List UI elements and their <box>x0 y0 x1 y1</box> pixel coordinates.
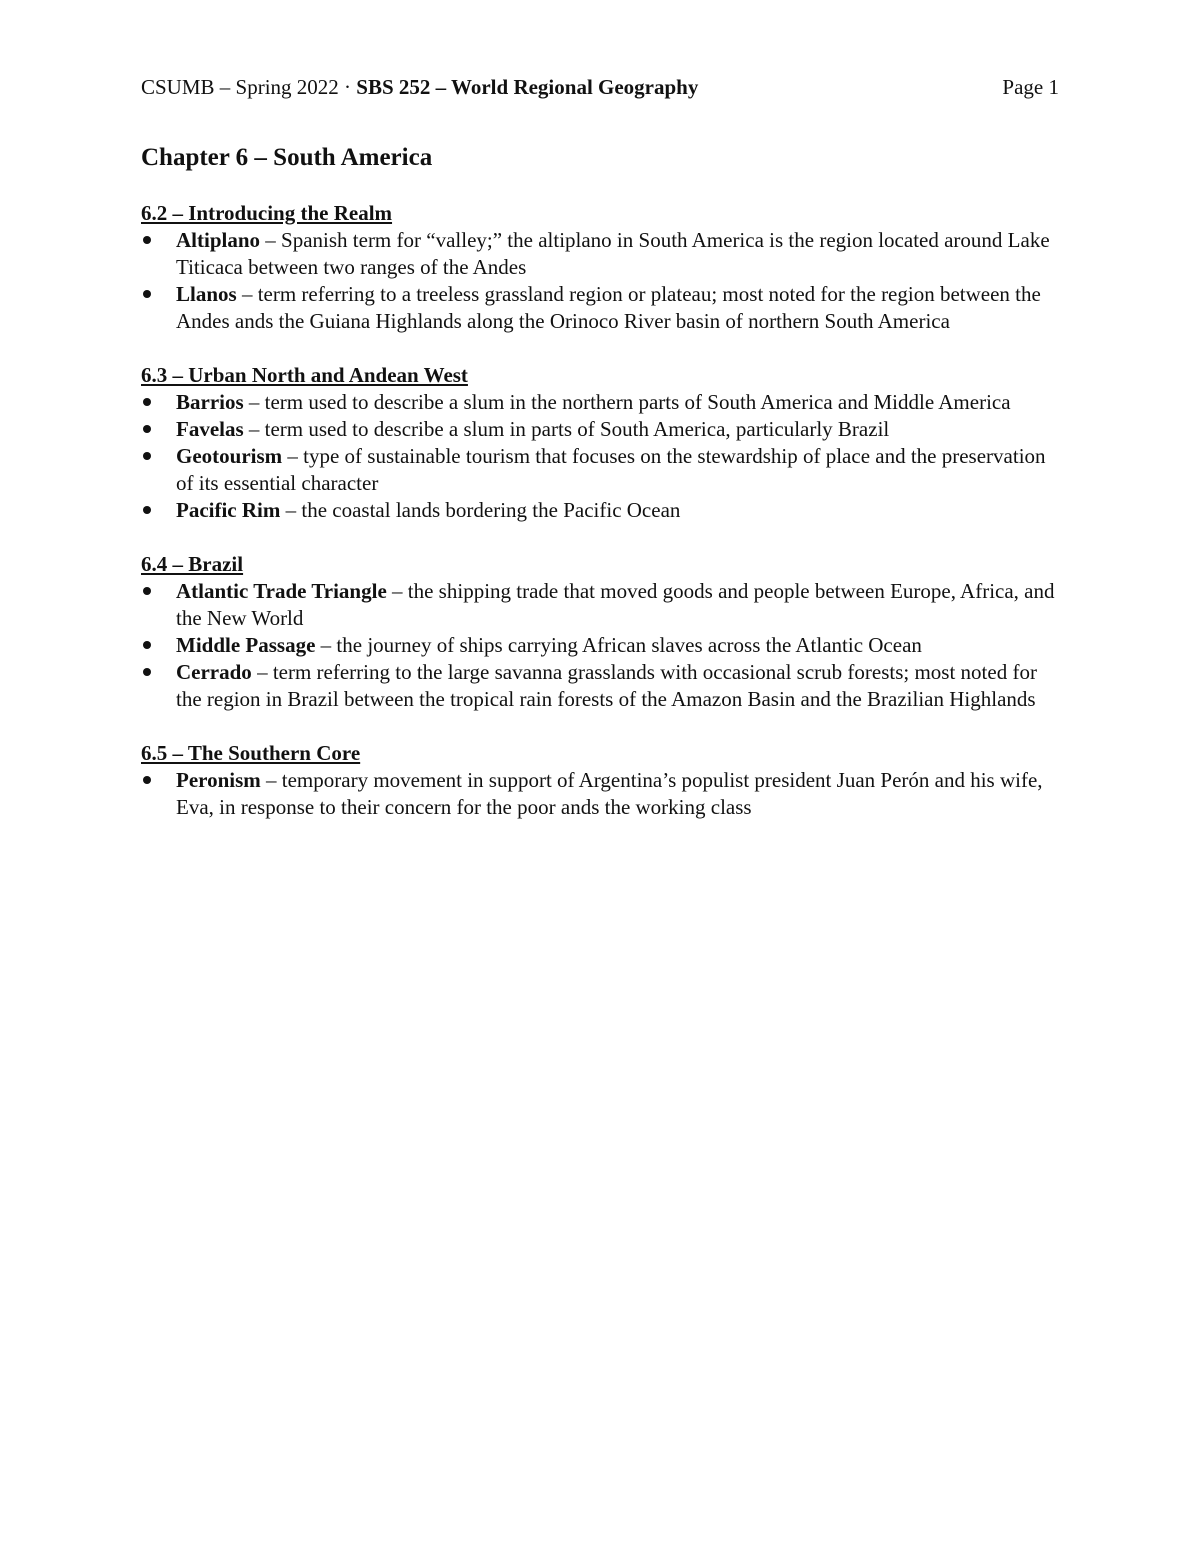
term-name: Altiplano <box>176 228 261 252</box>
term-name: Peronism <box>176 768 261 792</box>
bullet-icon <box>143 398 151 406</box>
section-heading: 6.4 – Brazil <box>141 552 244 576</box>
term-definition: – term used to describe a slum in parts of South America, particularly Brazil <box>243 417 890 441</box>
list-item <box>141 389 1061 416</box>
term-list <box>141 578 1061 713</box>
list-item <box>141 416 1061 443</box>
term-definition: – the coastal lands bordering the Pacific Ocean <box>280 498 681 522</box>
course-info <box>141 72 698 102</box>
list-item <box>141 659 1061 713</box>
bullet-icon <box>143 425 151 433</box>
bullet-icon <box>143 776 151 784</box>
bullet-icon <box>143 668 151 676</box>
term-definition: – term used to describe a slum in the northern parts of South America and Middle America <box>243 390 1011 414</box>
term-definition: – term referring to the large savanna grasslands with occasional scrub forests; most noted for the region in Brazil between the tropical rain forests of the Amazon Basin and the Brazilian Highlands <box>176 660 1037 711</box>
term-definition: – the journey of ships carrying African slaves across the Atlantic Ocean <box>315 633 922 657</box>
term-name: Llanos <box>176 282 237 306</box>
bullet-icon <box>143 236 151 244</box>
term-name: Geotourism <box>176 444 283 468</box>
term-definition: – the shipping trade that moved goods and people between Europe, Africa, and the New World <box>176 579 1055 630</box>
term-name: Atlantic Trade Triangle <box>176 579 387 603</box>
chapter-title: Chapter 6 – South America <box>141 144 433 171</box>
document-body <box>141 142 1061 848</box>
list-item <box>141 767 1061 821</box>
list-item <box>141 443 1061 497</box>
term-list <box>141 767 1061 821</box>
course-term: CSUMB – Spring 2022 · <box>141 75 357 99</box>
term-definition: – type of sustainable tourism that focuses on the stewardship of place and the preservation of its essential character <box>176 444 1046 495</box>
term-name: Barrios <box>176 390 244 414</box>
list-item <box>141 578 1061 632</box>
bullet-icon <box>143 290 151 298</box>
term-name: Cerrado <box>176 660 252 684</box>
term-name: Middle Passage <box>176 633 316 657</box>
term-name: Pacific Rim <box>176 498 281 522</box>
list-item <box>141 281 1061 335</box>
list-item <box>141 632 1061 659</box>
section-heading: 6.5 – The Southern Core <box>141 741 361 765</box>
section-6-4 <box>141 551 1061 713</box>
term-list <box>141 389 1061 524</box>
term-name: Favelas <box>176 417 244 441</box>
section-6-2 <box>141 200 1061 335</box>
bullet-icon <box>143 587 151 595</box>
page-number: Page 1 <box>1002 75 1059 99</box>
page-header <box>141 72 1059 102</box>
bullet-icon <box>143 506 151 514</box>
course-title: SBS 252 – World Regional Geography <box>356 75 699 99</box>
section-6-5 <box>141 740 1061 821</box>
section-heading: 6.2 – Introducing the Realm <box>141 201 393 225</box>
list-item <box>141 497 1061 524</box>
term-definition: – term referring to a treeless grassland region or plateau; most noted for the region between the Andes ands the Guiana Highlands along the Orinoco River basin of northern South America <box>176 282 1041 333</box>
bullet-icon <box>143 452 151 460</box>
section-6-3 <box>141 362 1061 524</box>
section-heading: 6.3 – Urban North and Andean West <box>141 363 468 387</box>
term-list <box>141 227 1061 335</box>
bullet-icon <box>143 641 151 649</box>
term-definition: – temporary movement in support of Argentina’s populist president Juan Perón and his wife, Eva, in response to their concern for the poor ands the working class <box>176 768 1043 819</box>
term-definition: – Spanish term for “valley;” the altiplano in South America is the region located around Lake Titicaca between two ranges of the Andes <box>176 228 1050 279</box>
list-item <box>141 227 1061 281</box>
